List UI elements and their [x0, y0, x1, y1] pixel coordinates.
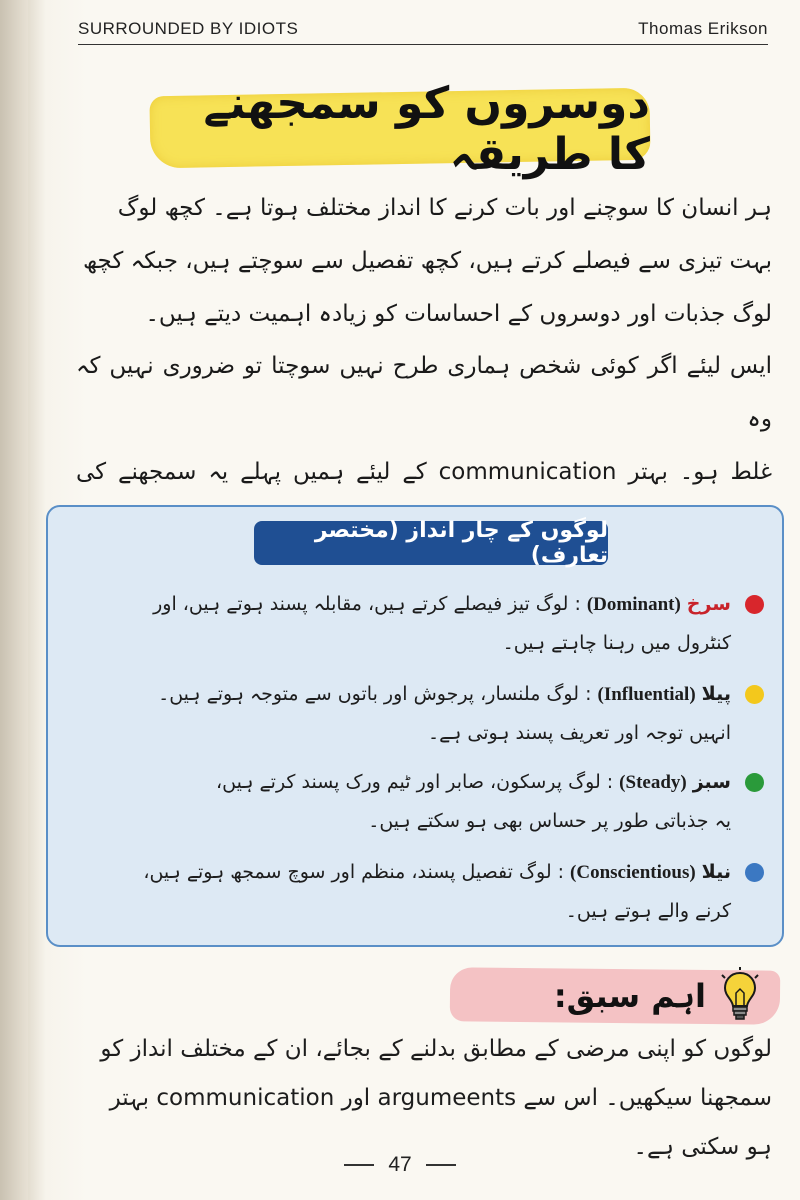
running-header	[78, 14, 768, 45]
style-item-blue	[64, 853, 764, 931]
page-number-dash	[426, 1164, 456, 1166]
book-title: SURROUNDED BY IDIOTS	[78, 19, 299, 38]
style-english-term: (Dominant)	[586, 594, 681, 615]
style-term: سبز	[692, 771, 731, 793]
page-number-dash	[344, 1164, 374, 1166]
page-number-value: 47	[388, 1153, 412, 1176]
yellow-dot-icon	[745, 685, 764, 704]
lesson-title: اہم سبق:	[553, 977, 706, 1015]
red-dot-icon	[745, 595, 764, 614]
style-description-cont: یہ جذباتی طور پر حساس بھی ہو سکتے ہیں۔	[368, 810, 731, 832]
green-dot-icon	[745, 773, 764, 792]
style-description: : لوگ تیز فیصلے کرتے ہیں، مقابلہ پسند ہوتے ہیں، اور	[153, 593, 581, 615]
page-number	[330, 1150, 470, 1180]
paragraph-line: لوگ جذبات اور دوسروں کے احساسات کو زیادہ اہمیت دیتے ہیں۔	[145, 301, 772, 327]
style-item-yellow	[64, 675, 764, 753]
author-name: Thomas Erikson	[638, 19, 768, 38]
style-description: : لوگ تفصیل پسند، منظم اور سوچ سمجھ ہوتے ہیں،	[143, 861, 565, 883]
style-item-red	[64, 585, 764, 663]
style-item-green	[64, 763, 764, 841]
style-description: : لوگ پرسکون، صابر اور ٹیم ورک پسند کرتے ہیں،	[216, 771, 614, 793]
style-term: پیلا	[701, 683, 731, 705]
style-description-cont: کنٹرول میں رہنا چاہتے ہیں۔	[502, 632, 731, 654]
chapter-title-banner	[150, 78, 650, 180]
paragraph-line: لوگوں کو اپنی مرضی کے مطابق بدلنے کے بجائے، ان کے مختلف انداز کو	[100, 1036, 772, 1062]
styles-box-heading: لوگوں کے چار انداز (مختصر تعارف)	[254, 521, 608, 565]
style-english-term: (Steady)	[619, 772, 687, 793]
chapter-title: دوسروں کو سمجھنے کا طریقہ	[203, 78, 650, 180]
style-description: : لوگ ملنسار، پرجوش اور باتوں سے متوجہ ہوتے ہیں۔	[158, 683, 592, 705]
lesson-banner	[450, 965, 780, 1027]
personality-styles-box	[46, 505, 784, 947]
paragraph-line: بہت تیزی سے فیصلے کرتے ہیں، کچھ تفصیل سے سوچتے ہیں، جبکہ کچھ	[82, 248, 772, 274]
book-spine-shadow	[0, 0, 30, 1200]
style-english-term: (Influential)	[597, 684, 696, 705]
paragraph-line: ہر انسان کا سوچنے اور بات کرنے کا انداز مختلف ہوتا ہے۔ کچھ لوگ	[117, 195, 772, 221]
style-term: سرخ	[686, 593, 731, 615]
paragraph-line: ہو سکتی ہے۔	[633, 1134, 772, 1160]
lightbulb-icon	[720, 967, 760, 1023]
paragraph-line: غلط ہو۔ بہتر communication کے لیئے ہمیں پہلے یہ سمجھنے کی	[76, 459, 772, 485]
intro-paragraph	[76, 182, 772, 341]
paragraph-line: ایس لیئے اگر کوئی شخص ہماری طرح نہیں سوچتا تو ضروری نہیں کہ وہ	[76, 353, 772, 432]
style-description-cont: انہیں توجہ اور تعریف پسند ہوتی ہے۔	[427, 722, 731, 744]
style-term: نیلا	[701, 861, 731, 883]
style-english-term: (Conscientious)	[570, 862, 696, 883]
blue-dot-icon	[745, 863, 764, 882]
paragraph-line: سمجھنا سیکھیں۔ اس سے argumeents اور communication بہتر	[109, 1085, 772, 1111]
style-description-cont: کرنے والے ہوتے ہیں۔	[565, 900, 731, 922]
